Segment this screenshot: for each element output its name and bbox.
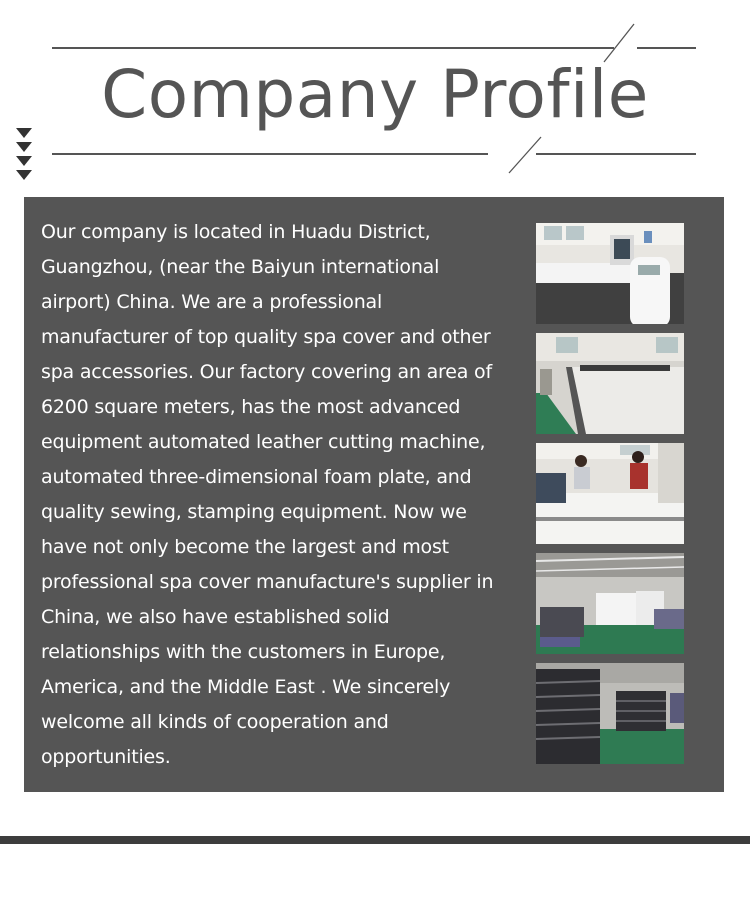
photo-stacked-spa-covers (536, 663, 684, 764)
profile-paragraph: Our company is located in Huadu District, Guangzhou, (near the Baiyun international airport) China. We are a professional manufacturer of top quality spa cover and other spa accessories. Our factory covering an area of 6200 square meters, has the most advanced equipment automated leather cutting machine, automated three-dimensional foam plate, and quality sewing, stamping equipment. Now we have not only become the largest and most professional spa cover manufacture's supplier in China, we also have established solid relationships with the customers in Europe, America, and the Middle East . We sincerely welcome all kinds of cooperation and opportunities. (41, 221, 494, 768)
footer-divider (0, 836, 750, 844)
photo-cutting-table (536, 333, 684, 434)
header (0, 0, 750, 190)
photo-warehouse (536, 553, 684, 654)
photo-cutting-machine (536, 223, 684, 324)
profile-panel (24, 197, 724, 792)
page-title: Company Profile (101, 56, 649, 133)
photo-workers (536, 443, 684, 544)
